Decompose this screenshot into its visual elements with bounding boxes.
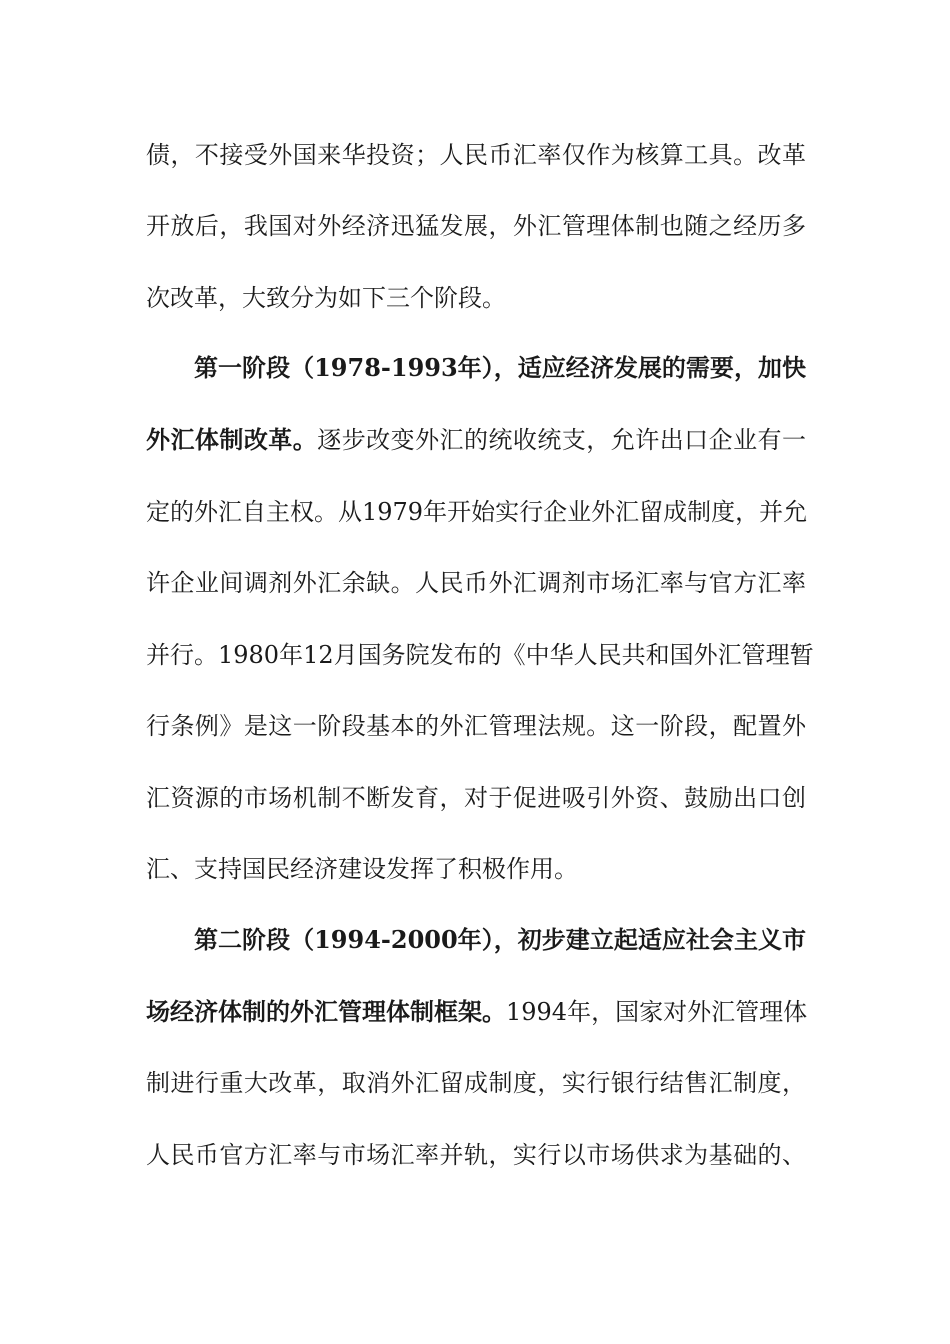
text-run: 1994年，国家对外汇管理体 xyxy=(506,998,808,1026)
text-line: 开放后，我国对外经济迅猛发展，外汇管理体制也随之经历多 xyxy=(146,212,806,240)
text-line: 制进行重大改革，取消外汇留成制度，实行银行结售汇制度， xyxy=(146,1069,806,1097)
text-line xyxy=(146,997,806,1027)
section-heading-stage-1: 第一阶段（1978-1993年），适应经济发展的需要，加快 xyxy=(194,353,806,382)
text-run: 逐步改变外汇的统收统支，允许出口企业有一 xyxy=(317,426,807,454)
text-line: 定的外汇自主权。从1979年开始实行企业外汇留成制度，并允 xyxy=(146,498,808,526)
text-line: 债，不接受外国来华投资；人民币汇率仅作为核算工具。改革 xyxy=(146,141,806,169)
text-line: 汇资源的市场机制不断发育，对于促进吸引外资、鼓励出口创 xyxy=(146,784,806,812)
text-line xyxy=(146,425,806,455)
text-line: 次改革，大致分为如下三个阶段。 xyxy=(146,284,506,312)
text-line: 汇、支持国民经济建设发挥了积极作用。 xyxy=(146,855,578,883)
text-line: 并行。1980年12月国务院发布的《中华人民共和国外汇管理暂 xyxy=(146,641,814,669)
text-line: 行条例》是这一阶段基本的外汇管理法规。这一阶段，配置外 xyxy=(146,712,806,740)
section-heading-stage-2-continued: 场经济体制的外汇管理体制框架。 xyxy=(146,997,506,1026)
text-line: 人民币官方汇率与市场汇率并轨，实行以市场供求为基础的、 xyxy=(146,1141,806,1169)
text-line: 许企业间调剂外汇余缺。人民币外汇调剂市场汇率与官方汇率 xyxy=(146,569,806,597)
section-heading-stage-2: 第二阶段（1994-2000年），初步建立起适应社会主义市 xyxy=(194,925,806,954)
section-heading-stage-1-continued: 外汇体制改革。 xyxy=(146,425,318,454)
